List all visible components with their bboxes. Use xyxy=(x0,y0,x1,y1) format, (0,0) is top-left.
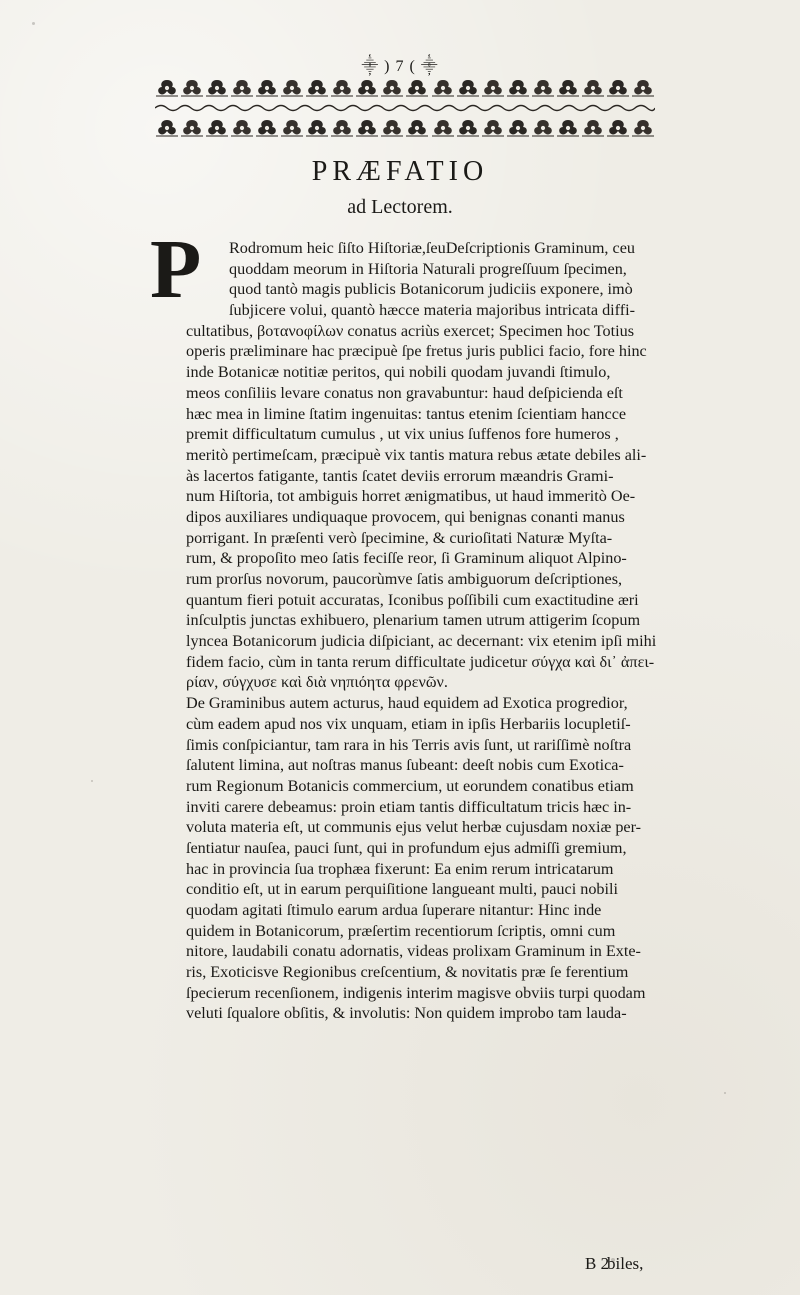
floral-motif xyxy=(380,118,404,138)
text-line: quantum fieri potuit accuratas, Iconibus poſſibili cum exactitudine æri xyxy=(186,590,639,609)
text-line: porrigant. In præſenti verò ſpecimine, & curioſitati Naturæ Myſta- xyxy=(186,528,613,547)
floral-motif xyxy=(556,118,580,138)
floral-ornament-icon xyxy=(305,118,329,138)
floral-ornament-icon xyxy=(456,118,480,138)
text-line: inviti carere debeamus: proin etiam tantis difficultatum tricis hæc in- xyxy=(186,797,632,816)
paper-speck xyxy=(32,22,35,25)
floral-ornament-icon xyxy=(581,78,605,98)
text-line: De Graminibus autem acturus, haud equidem ad Exotica progredior, xyxy=(186,694,628,713)
floral-ornament-icon xyxy=(405,118,429,138)
floral-ornament-icon xyxy=(606,78,630,98)
floral-motif xyxy=(431,78,455,98)
floral-motif xyxy=(230,78,254,98)
text-line: nitore, laudabili conatu adornatis, videas prolixam Graminum in Exte- xyxy=(186,942,641,961)
floral-motif xyxy=(330,118,354,138)
floral-ornament-icon xyxy=(355,118,379,138)
ornamental-band-middle xyxy=(155,103,655,113)
floral-motif xyxy=(155,118,179,138)
text-line: ſimis conſpiciantur, tam rara in his Terris avis ſunt, ut rariſſimè noſtra xyxy=(186,735,632,754)
floral-motif xyxy=(456,78,480,98)
floral-ornament-icon xyxy=(305,78,329,98)
page-number: ⸎ ) 7 ( ⸎ xyxy=(361,58,439,75)
floral-ornament-icon xyxy=(431,78,455,98)
floral-ornament-icon xyxy=(556,78,580,98)
floral-ornament-icon xyxy=(631,78,655,98)
floral-motif xyxy=(531,78,555,98)
floral-motif xyxy=(280,78,304,98)
paper-speck xyxy=(91,780,93,782)
text-line: lyncea Botanicorum judicia diſpiciant, ac decernant: vix etenim ipſi mihi xyxy=(186,632,657,651)
chain-band-icon xyxy=(155,103,655,113)
floral-motif xyxy=(255,78,279,98)
dropcap-letter: P xyxy=(150,223,202,316)
text-line: operis præliminare hac præcipuè ſpe fretus juris publici facio, fore hinc xyxy=(186,342,647,361)
floral-ornament-icon xyxy=(405,78,429,98)
floral-ornament-icon xyxy=(531,118,555,138)
floral-ornament-icon xyxy=(255,78,279,98)
text-line: ſentiatur nauſea, pauci ſunt, qui in profundum ejus admiſſi gremium, xyxy=(186,838,627,857)
floral-motif xyxy=(506,78,530,98)
text-line: hæc mea in limine ſtatim ingenuitas: tantus etenim ſcientiam hancce xyxy=(186,404,627,423)
catchword: biles, xyxy=(607,1254,644,1273)
floral-ornament-icon xyxy=(155,78,179,98)
floral-motif xyxy=(180,78,204,98)
text-line: às lacertos fatigante, tantis ſcatet deviis errorum mæandris Grami- xyxy=(186,466,614,485)
floral-motif xyxy=(330,78,354,98)
text-line: cultatibus, βοτανοφίλων conatus acriùs exercet; Specimen hoc Totius xyxy=(186,321,635,340)
text-line: rum prorſus novorum, paucorùmve ſatis ambiguorum deſcriptiones, xyxy=(186,570,623,588)
floral-motif xyxy=(506,118,530,138)
floral-ornament-icon xyxy=(481,78,505,98)
floral-ornament-icon xyxy=(506,78,530,98)
floral-ornament-icon xyxy=(280,78,304,98)
text-line: voluta materia eſt, ut communis ejus velut herbæ cujusdam noxiæ per- xyxy=(186,818,642,837)
floral-ornament-icon xyxy=(330,78,354,98)
floral-ornament-icon xyxy=(330,118,354,138)
text-line: quod tantò magis publicis Botanicorum judiciis exponere, imò xyxy=(229,280,633,299)
floral-ornament-icon xyxy=(230,78,254,98)
floral-band-icon xyxy=(155,76,655,100)
text-line: inſculptis junctas exhibuero, plenarium tamen utrum attigerim ſcopum xyxy=(186,611,641,630)
floral-motif xyxy=(481,118,505,138)
floral-motif xyxy=(581,118,605,138)
floral-ornament-icon xyxy=(380,118,404,138)
floral-ornament-icon xyxy=(180,78,204,98)
floral-motif xyxy=(305,78,329,98)
floral-ornament-icon xyxy=(155,118,179,138)
text-line: conditio eſt, ut in earum perquiſitione langueant multi, pauci nobili xyxy=(186,880,619,899)
floral-motif xyxy=(280,118,304,138)
floral-motif xyxy=(581,78,605,98)
floral-ornament-icon xyxy=(180,118,204,138)
text-line: hac in provincia ſua trophæa fixerunt: Ea enim rerum intricatarum xyxy=(186,859,614,878)
floral-motif xyxy=(405,78,429,98)
floral-ornament-icon xyxy=(481,118,505,138)
floral-ornament-icon xyxy=(631,118,655,138)
floral-ornament-icon xyxy=(506,118,530,138)
text-line: inde Botanicæ notitiæ peritos, qui nobili quodam juvandi ſtimulo, xyxy=(186,363,611,382)
floral-ornament-icon xyxy=(431,118,455,138)
floral-ornament-icon xyxy=(230,118,254,138)
floral-ornament-icon xyxy=(205,78,229,98)
text-line: premit difficultatum cumulus , ut vix unius ſuffenos fore humeros , xyxy=(186,425,619,444)
text-line: quoddam meorum in Hiſtoria Naturali progreſſuum ſpecimen, xyxy=(229,259,627,278)
floral-motif xyxy=(431,118,455,138)
floral-motif xyxy=(255,118,279,138)
floral-ornament-icon xyxy=(556,118,580,138)
text-line: fidem facio, cùm in tanta rerum difficultate judicetur σύγχα καὶ δι᾽ ἀπει- xyxy=(186,652,655,671)
floral-ornament-icon xyxy=(531,78,555,98)
floral-motif xyxy=(355,78,379,98)
floral-motif xyxy=(380,78,404,98)
floral-motif xyxy=(205,118,229,138)
floral-ornament-icon xyxy=(380,78,404,98)
text-line: ris, Exoticisve Regionibus creſcentium, & novitatis præ ſe ferentium xyxy=(186,963,629,982)
floral-ornament-icon xyxy=(280,118,304,138)
text-line: num Hiſtoria, tot ambiguis horret ænigmatibus, ut haud immeritò Oe- xyxy=(186,487,636,506)
text-line: dipos auxiliares undiquaque provocem, qui benignas conanti manus xyxy=(186,507,625,526)
text-line: cùm eadem apud nos vix unquam, etiam in ipſis Herbariis locupletiſ- xyxy=(186,714,631,733)
text-line: ſubjicere volui, quantò hæcce materia majoribus intricata diffi- xyxy=(229,301,636,320)
paper-speck xyxy=(724,1092,726,1094)
text-line: veluti ſqualore obſitis, & involutis: Non quidem improbo tam lauda- xyxy=(186,1004,627,1023)
floral-motif xyxy=(180,118,204,138)
text-line: Rodromum heic ſiſto Hiſtoriæ,ſeuDeſcriptionis Graminum, ceu xyxy=(229,239,635,257)
floral-motif xyxy=(606,118,630,138)
signature-mark: B 2 xyxy=(585,1254,610,1273)
floral-motif xyxy=(556,78,580,98)
text-line: meos conſiliis levare conatus non gravabuntur: haud deſpicienda eſt xyxy=(186,383,623,402)
floral-motif xyxy=(606,78,630,98)
text-line: quidem in Botanicorum, præſertim recentiorum ſcriptis, omni cum xyxy=(186,921,616,940)
floral-motif xyxy=(155,78,179,98)
floral-motif xyxy=(456,118,480,138)
text-line: meritò pertimeſcam, præcipuè vix tantis matura rebus ætate debiles ali- xyxy=(186,445,647,464)
floral-ornament-icon xyxy=(355,78,379,98)
body-text xyxy=(186,238,686,1024)
text-line: ρίαν, σύγχυσε καὶ διὰ νηπιόητα φρενῶν. xyxy=(186,673,448,692)
floral-band-icon xyxy=(155,116,655,140)
floral-ornament-icon xyxy=(456,78,480,98)
text-line: rum Regionum Botanicis commercium, ut eorundem conatibus etiam xyxy=(186,776,634,795)
floral-motif xyxy=(355,118,379,138)
text-line: quodam agitati ſtimulo earum ardua ſuperare nitantur: Hinc inde xyxy=(186,901,602,919)
paper-speck xyxy=(611,1258,615,1262)
page-subtitle: ad Lectorem. xyxy=(347,196,453,218)
floral-ornament-icon xyxy=(606,118,630,138)
page-title: PRÆFATIO xyxy=(311,156,489,187)
floral-ornament-icon xyxy=(581,118,605,138)
floral-motif xyxy=(631,118,655,138)
ornamental-band-top xyxy=(155,76,655,100)
floral-ornament-icon xyxy=(205,118,229,138)
floral-motif xyxy=(405,118,429,138)
paragraph-1-first-lines xyxy=(186,238,686,321)
floral-ornament-icon xyxy=(255,118,279,138)
ornamental-band-bottom xyxy=(155,116,655,140)
floral-motif xyxy=(531,118,555,138)
text-line: rum, & propoſito meo ſatis feciſſe reor, ſi Graminum aliquot Alpino- xyxy=(186,549,627,568)
floral-motif xyxy=(305,118,329,138)
floral-motif xyxy=(205,78,229,98)
text-line: ſpecierum recenſionem, indigenis interim magisve obviis turpi quodam xyxy=(186,983,646,1002)
floral-motif xyxy=(631,78,655,98)
floral-motif xyxy=(230,118,254,138)
text-line: ſalutent limina, aut noſtras manus ſubeant: deeſt nobis cum Exotica- xyxy=(186,756,624,775)
floral-motif xyxy=(481,78,505,98)
